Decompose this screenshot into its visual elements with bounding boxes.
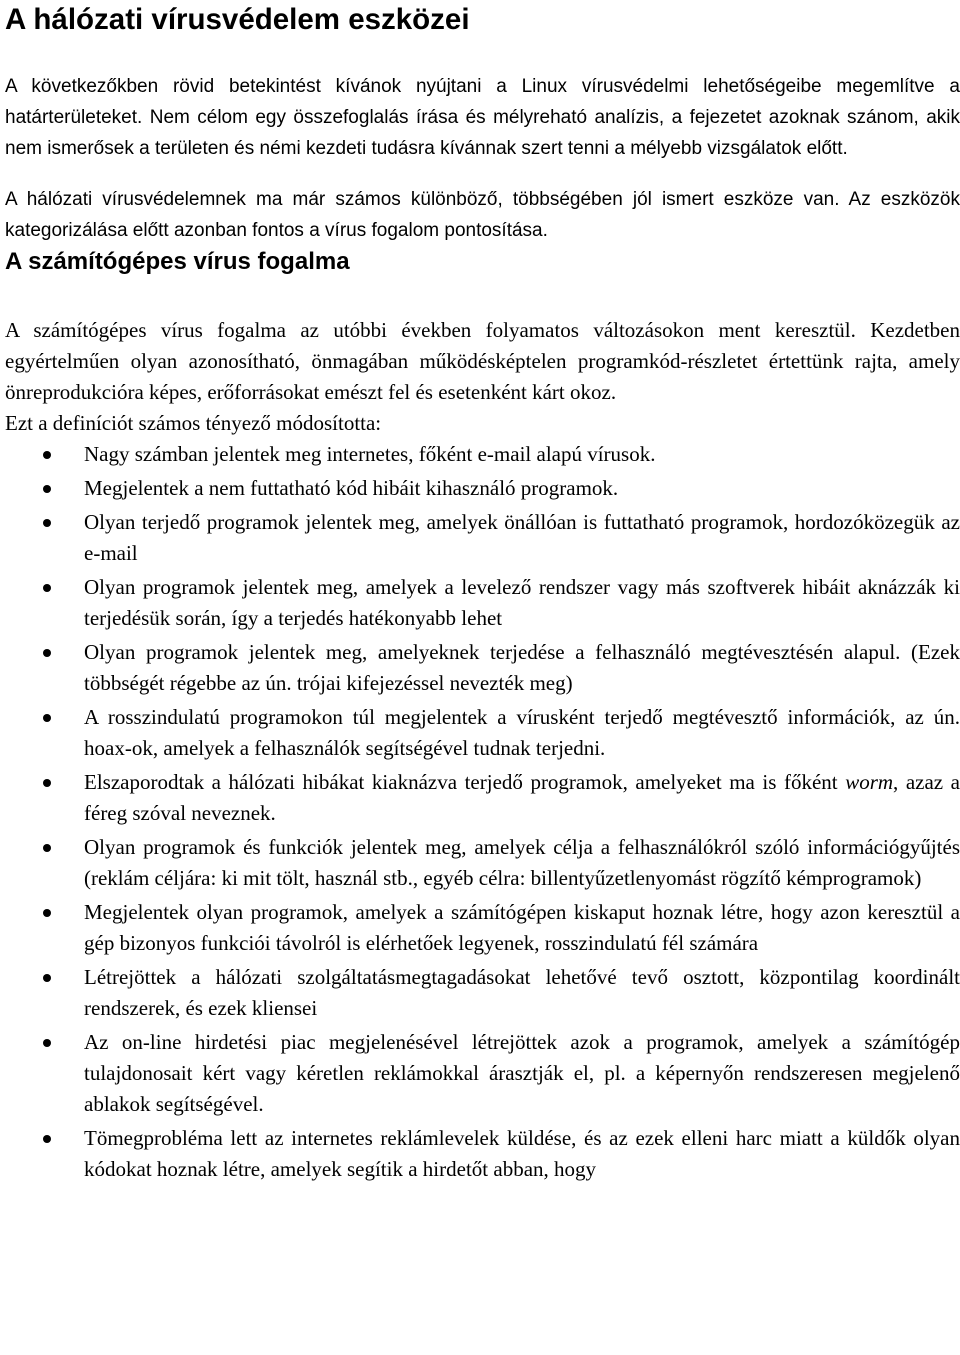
- list-item-text: Tömegprobléma lett az internetes reklámlevelek küldése, és az ezek elleni harc miatt a küldők olyan kódokat hoznak létre, amelyek segítik a hirdetőt abban, hogy: [84, 1126, 960, 1181]
- document-page: [5, 0, 960, 1185]
- list-item: [5, 962, 960, 1024]
- modifiers-intro: Ezt a definíciót számos tényező módosította:: [5, 411, 382, 435]
- tools-paragraph: A hálózati vírusvédelemnek ma már számos különböző, többségében jól ismert eszköze van. Az eszközök kategorizálása előtt azonban fontos a vírus fogalom pontosítása.: [5, 189, 960, 241]
- bullet-list: [5, 439, 960, 1185]
- list-item-text: Olyan programok és funkciók jelentek meg, amelyek célja a felhasználókról szóló információgyűjtés (reklám céljára: ki mit tölt, használ stb., egyéb célra: billentyűzetlenyomást rögzítő kémprogramok): [84, 835, 960, 890]
- list-item: [5, 473, 960, 504]
- list-item: [5, 637, 960, 699]
- bullet-icon: [43, 519, 51, 527]
- bullet-icon: [43, 909, 51, 917]
- worm-term: worm: [845, 770, 894, 794]
- bullet-icon: [43, 649, 51, 657]
- list-item-text: Olyan programok jelentek meg, amelyeknek terjedése a felhasználó megtévesztésén alapul. (Ezek többségét régebbe az ún. trójai kifejezéssel nevezték meg): [84, 640, 960, 695]
- section-heading: A számítógépes vírus fogalma: [5, 248, 350, 275]
- list-item-text: Nagy számban jelentek meg internetes, főként e-mail alapú vírusok.: [84, 442, 656, 466]
- list-item-text-after: , azaz a féreg szóval neveznek.: [84, 770, 960, 825]
- bullet-icon: [43, 1135, 51, 1143]
- list-item: [5, 702, 960, 764]
- bullet-icon: [43, 779, 51, 787]
- list-item: [5, 1027, 960, 1120]
- list-item: [5, 572, 960, 634]
- bullet-icon: [43, 844, 51, 852]
- list-item: [5, 832, 960, 894]
- bullet-icon: [43, 485, 51, 493]
- list-item: [5, 507, 960, 569]
- list-item-text: A rosszindulatú programokon túl megjelentek a vírusként terjedő megtévesztő információk, az ún. hoax-ok, amelyek a felhasználók segítségével tudnak terjedni.: [84, 705, 960, 760]
- list-item-text: Létrejöttek a hálózati szolgáltatásmegtagadásokat lehetővé tevő osztott, központilag koordinált rendszerek, és ezek kliensei: [84, 965, 960, 1020]
- page-title: A hálózati vírusvédelem eszközei: [5, 3, 470, 36]
- list-item: [5, 439, 960, 470]
- list-item-text: Megjelentek a nem futtatható kód hibáit kihasználó programok.: [84, 476, 619, 500]
- bullet-icon: [43, 714, 51, 722]
- list-item-text: Az on-line hirdetési piac megjelenésével létrejöttek azok a programok, amelyek a számítógép tulajdonosait kért vagy kéretlen reklámokkal árasztják el, pl. a képernyőn rendszeresen megjelenő ablakok segítségével.: [84, 1030, 960, 1116]
- list-item: [5, 767, 960, 829]
- list-item-text: Olyan programok jelentek meg, amelyek a levelező rendszer vagy más szoftverek hibáit aknázzák ki terjedésük során, így a terjedés hatékonyabb lehet: [84, 575, 960, 630]
- bullet-icon: [43, 974, 51, 982]
- list-item-text: Megjelentek olyan programok, amelyek a számítógépen kiskaput hoznak létre, hogy azon keresztül a gép bizonyos funkciói távolról is elérhetőek legyenek, rosszindulatú fél számára: [84, 900, 960, 955]
- intro-paragraph: A következőkben rövid betekintést kívánok nyújtani a Linux vírusvédelmi lehetőségeibe megemlítve a határterületeket. Nem célom egy összefoglalás írása és mélyreható analízis, a fejezetet azoknak szánom, akik nem ismerősek a területen és némi kezdeti tudásra kívánnak szert tenni a mélyebb vizsgálatok előtt.: [5, 76, 960, 159]
- definition-paragraph: A számítógépes vírus fogalma az utóbbi években folyamatos változásokon ment keresztül. Kezdetben egyértelműen olyan azonosítható, önmagában működésképtelen programkód-részletet értettünk rajta, amely önreprodukcióra képes, erőforrásokat emészt fel és esetenként kárt okoz.: [5, 318, 960, 404]
- list-item-text-before: Elszaporodtak a hálózati hibákat kiaknázva terjedő programok, amelyeket ma is főként: [84, 770, 846, 794]
- bullet-icon: [43, 1039, 51, 1047]
- bullet-icon: [43, 451, 51, 459]
- list-item: [5, 897, 960, 959]
- list-item: [5, 1123, 960, 1185]
- list-item-text: Olyan terjedő programok jelentek meg, amelyek önállóan is futtatható programok, hordozóközegük az e-mail: [84, 510, 960, 565]
- bullet-icon: [43, 584, 51, 592]
